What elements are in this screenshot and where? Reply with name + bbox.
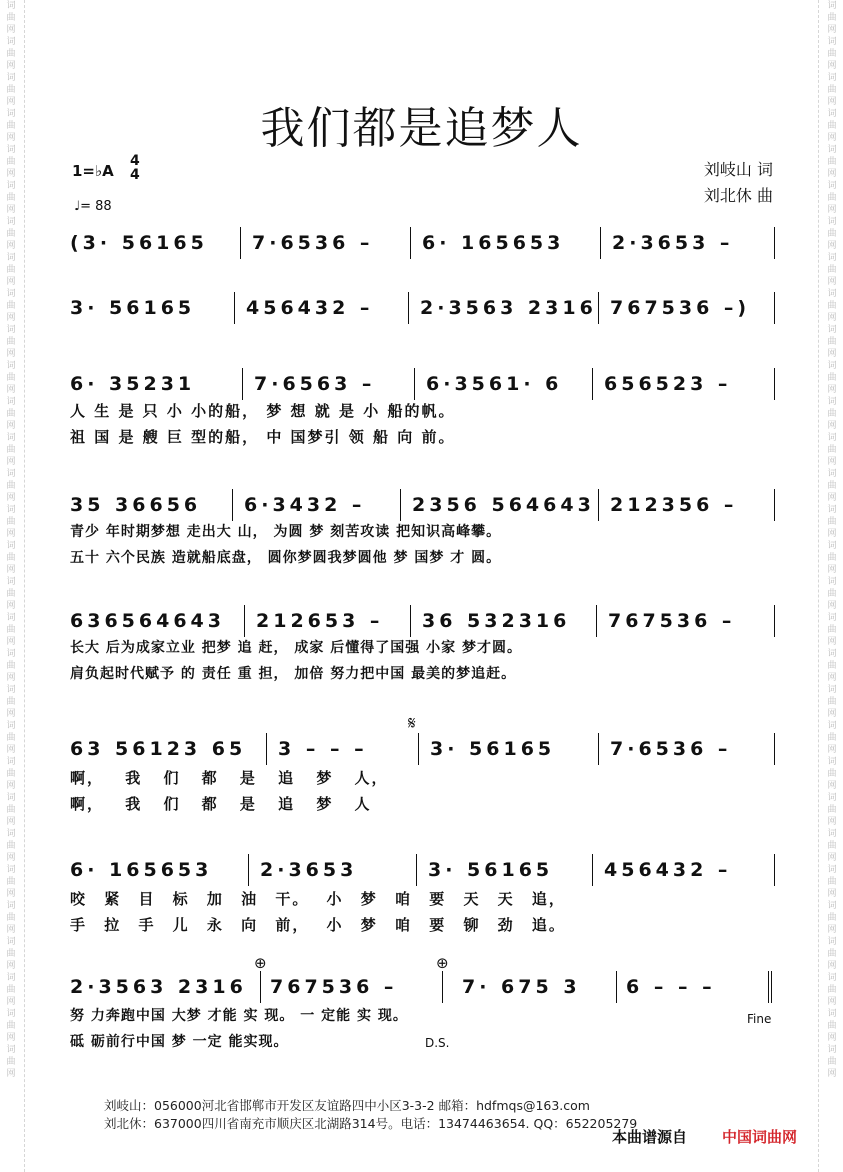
measure: 7·6536 –	[610, 738, 732, 760]
measure: (3· 56165	[70, 232, 208, 254]
coda-sign: ⊕	[254, 954, 267, 972]
barline	[774, 854, 775, 886]
barline	[774, 292, 775, 324]
measure: 7·6563 –	[254, 373, 376, 395]
measure: 35 36656	[70, 494, 202, 516]
barline	[418, 733, 419, 765]
measure: 63 56123 65	[70, 738, 247, 760]
barline	[400, 489, 401, 521]
segno-sign: 𝄋	[408, 713, 416, 734]
fine-mark: Fine	[747, 1012, 772, 1026]
source-label: 本曲谱源自	[612, 1128, 688, 1146]
lyric-line-1: 长大 后为成家立业 把梦 追 赶， 成家 后懂得了国强 小家 梦才圆。	[70, 640, 522, 656]
lyric-line-2: 砥 砺前行中国 梦 一定 能实现。	[70, 1034, 289, 1050]
notation-row	[70, 294, 776, 322]
lyric-line-2: 五十 六个民族 造就船底盘， 圆你梦圆我梦圆他 梦 国梦 才 圆。	[70, 550, 502, 566]
barline	[774, 605, 775, 637]
notation-row	[70, 607, 776, 635]
brand-logo-text[interactable]: 中国词曲网	[722, 1128, 798, 1146]
measure: 3· 56165	[430, 738, 556, 760]
notation-row	[70, 491, 776, 519]
lyric-line-2: 手 拉 手 儿 永 向 前， 小 梦 咱 要 铆 劲 追。	[70, 916, 566, 934]
composer-credit: 刘北休 曲	[703, 186, 773, 205]
notation-row	[70, 370, 776, 398]
measure: 6· 35231	[70, 373, 196, 395]
barline	[414, 368, 415, 400]
notation-row	[70, 856, 776, 884]
measure: 36 532316	[422, 610, 571, 632]
barline	[242, 368, 243, 400]
measure: 3· 56165	[428, 859, 554, 881]
composer-contact: 刘北休：637000四川省南充市顺庆区北湖路314号。电话：13474463654. QQ：652205279	[104, 1116, 638, 1131]
coda-sign: ⊕	[436, 954, 449, 972]
right-guide-line	[818, 0, 819, 1172]
measure: 6· 165653	[422, 232, 565, 254]
barline	[410, 227, 411, 259]
barline	[774, 368, 775, 400]
lyric-line-1: 努 力奔跑中国 大梦 才能 实 现。 一 定能 实 现。	[70, 1008, 408, 1024]
barline	[774, 489, 775, 521]
time-bottom: 4	[130, 167, 140, 183]
lyric-line-1: 人 生 是 只 小 小的船， 梦 想 就 是 小 船的帆。	[70, 402, 456, 420]
measure: 3 – – –	[278, 738, 368, 760]
barline	[598, 489, 599, 521]
lyricist-credit: 刘岐山 词	[703, 160, 773, 179]
measure: 212653 –	[256, 610, 384, 632]
measure: 6 – – –	[626, 976, 716, 998]
measure: 6·3432 –	[244, 494, 366, 516]
measure: 656523 –	[604, 373, 732, 395]
measure: 767536 –)	[610, 297, 751, 319]
barline	[244, 605, 245, 637]
barline	[408, 292, 409, 324]
measure: 767536 –	[270, 976, 398, 998]
barline	[774, 227, 775, 259]
lyric-line-2: 祖 国 是 艘 巨 型的船， 中 国梦引 领 船 向 前。	[70, 428, 456, 446]
measure: 7· 675 3	[462, 976, 581, 998]
measure: 2·3563 2316	[70, 976, 247, 998]
barline	[598, 292, 599, 324]
lyric-line-2: 肩负起时代赋予 的 责任 重 担， 加倍 努力把中国 最美的梦追赶。	[70, 666, 517, 682]
barline	[416, 854, 417, 886]
barline	[410, 605, 411, 637]
left-guide-line	[24, 0, 25, 1172]
measure: 3· 56165	[70, 297, 196, 319]
final-barline	[768, 971, 775, 1003]
lyric-line-1: 咬 紧 目 标 加 油 干。 小 梦 咱 要 天 天 追，	[70, 890, 566, 908]
barline	[266, 733, 267, 765]
notation-row	[70, 973, 776, 1001]
key-signature: 1=♭A	[72, 162, 114, 180]
measure: 6· 165653	[70, 859, 213, 881]
tempo-marking: ♩= 88	[74, 199, 112, 214]
measure: 767536 –	[608, 610, 736, 632]
measure: 456432 –	[604, 859, 732, 881]
measure: 2356 564643	[412, 494, 595, 516]
barline	[592, 368, 593, 400]
measure: 636564643	[70, 610, 225, 632]
barline	[248, 854, 249, 886]
lyricist-contact: 刘岐山：056000河北省邯郸市开发区友谊路四中小区3-3-2 邮箱：hdfmqs@163.com	[104, 1098, 590, 1113]
measure: 456432 –	[246, 297, 374, 319]
barline	[774, 733, 775, 765]
barline	[616, 971, 617, 1003]
notation-row	[70, 735, 776, 763]
barline	[234, 292, 235, 324]
notation-row	[70, 229, 776, 257]
time-top: 4	[130, 153, 140, 169]
song-title: 我们都是追梦人	[260, 103, 583, 154]
lyric-line-1: 青少 年时期梦想 走出大 山， 为圆 梦 刻苦攻读 把知识高峰攀。	[70, 524, 502, 540]
lyric-line-2: 啊， 我 们 都 是 追 梦 人	[70, 795, 372, 813]
left-watermark: 词曲网词曲网词曲网词曲网词曲网词曲网词曲网词曲网词曲网词曲网词曲网词曲网词曲网词曲网词曲网词曲网词曲网词曲网词曲网词曲网词曲网词曲网词曲网词曲网词曲网词曲网词曲网词曲网词曲网词曲网	[6, 1, 16, 1079]
barline	[600, 227, 601, 259]
lyric-line-1: 啊， 我 们 都 是 追 梦 人，	[70, 769, 389, 787]
barline	[596, 605, 597, 637]
time-signature	[130, 154, 140, 182]
measure: 2·3653	[260, 859, 358, 881]
barline	[592, 854, 593, 886]
barline	[260, 971, 261, 1003]
measure: 2·3653 –	[612, 232, 734, 254]
measure: 6·3561· 6	[426, 373, 563, 395]
measure: 2·3563 2316	[420, 297, 597, 319]
barline	[232, 489, 233, 521]
right-watermark: 词曲网词曲网词曲网词曲网词曲网词曲网词曲网词曲网词曲网词曲网词曲网词曲网词曲网词曲网词曲网词曲网词曲网词曲网词曲网词曲网词曲网词曲网词曲网词曲网词曲网词曲网词曲网词曲网词曲网词曲网	[827, 1, 837, 1079]
barline	[240, 227, 241, 259]
barline	[598, 733, 599, 765]
ds-mark: D.S.	[425, 1036, 450, 1050]
measure: 7·6536 –	[252, 232, 374, 254]
barline	[442, 971, 443, 1003]
measure: 212356 –	[610, 494, 738, 516]
